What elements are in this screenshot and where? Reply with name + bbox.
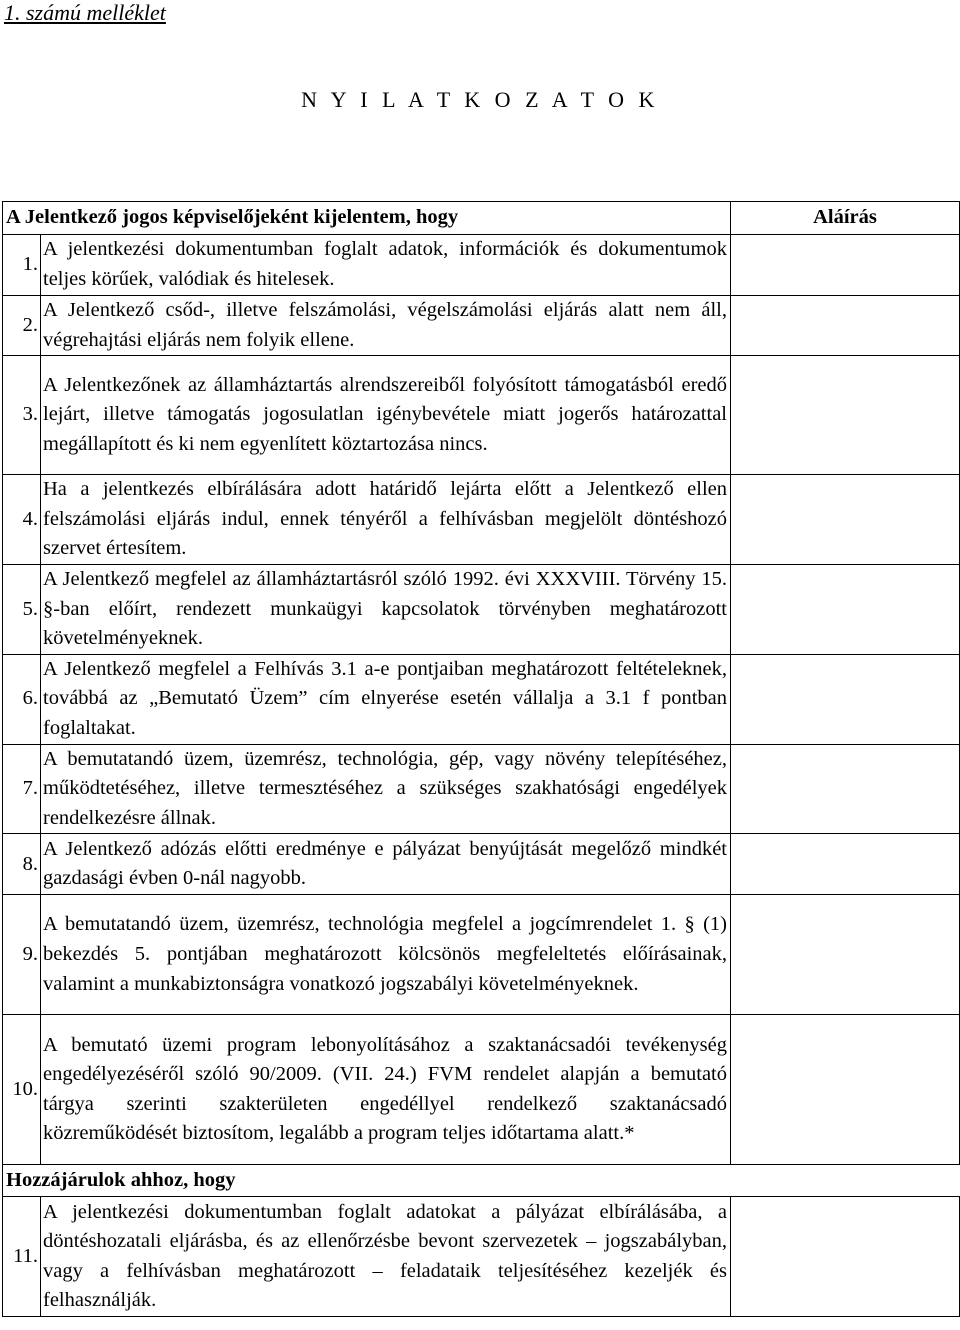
signature-cell[interactable] [731, 1015, 960, 1165]
signature-cell[interactable] [731, 1197, 960, 1317]
item-number: 3. [3, 356, 41, 475]
declaration-row [3, 1015, 960, 1165]
item-text: A jelentkezési dokumentumban foglalt adatokat a pályázat elbírálásába, a döntéshozatali eljárásba, és az ellenőrzésbe bevont szervezetek – jogszabályban, vagy a felhívásban meghatározott – feladataik teljesítéséhez kezeljék és felhasználják. [41, 1197, 731, 1317]
item-text: A Jelentkezőnek az államháztartás alrendszereiből folyósított támogatásból eredő lejárt, illetve támogatás jogosulatlan igénybevétele miatt jogerős határozattal megállapított és ki nem egyenlített köztartozása nincs. [41, 356, 731, 475]
signature-header: Aláírás [731, 202, 960, 235]
declarations-table [2, 201, 960, 1317]
section2-header-row [3, 1165, 960, 1197]
item-number: 6. [3, 654, 41, 744]
signature-cell[interactable] [731, 895, 960, 1015]
item-text: A bemutatandó üzem, üzemrész, technológia, gép, vagy növény telepítéséhez, működtetéséhez, illetve termesztéséhez a szükséges szakhatósági engedélyek rendelkezésre állnak. [41, 744, 731, 834]
item-number: 10. [3, 1015, 41, 1165]
declaration-row [3, 235, 960, 296]
declaration-row [3, 296, 960, 356]
declaration-row [3, 356, 960, 475]
item-text: A jelentkezési dokumentumban foglalt adatok, információk és dokumentumok teljes körűek, valódiak és hitelesek. [41, 235, 731, 296]
item-number: 7. [3, 744, 41, 834]
signature-cell[interactable] [731, 235, 960, 296]
item-number: 2. [3, 296, 41, 356]
declaration-row [3, 744, 960, 834]
page-title: N Y I L A T K O Z A T O K [301, 87, 659, 112]
item-text: A bemutatandó üzem, üzemrész, technológia megfelel a jogcímrendelet 1. § (1) bekezdés 5. pontjában meghatározott kölcsönös megfeleltetés előírásainak, valamint a munkabiztonságra vonatkozó jogszabályi követelményeknek. [41, 895, 731, 1015]
annex-label: 1. számú melléklet [4, 0, 166, 25]
item-number: 1. [3, 235, 41, 296]
section1-heading: A Jelentkező jogos képviselőjeként kijelentem, hogy [3, 202, 731, 235]
signature-cell[interactable] [731, 475, 960, 565]
signature-cell[interactable] [731, 564, 960, 654]
declaration-row [3, 654, 960, 744]
signature-cell[interactable] [731, 296, 960, 356]
signature-cell[interactable] [731, 654, 960, 744]
item-number: 5. [3, 564, 41, 654]
signature-cell[interactable] [731, 744, 960, 834]
item-number: 8. [3, 834, 41, 895]
item-text: A Jelentkező adózás előtti eredménye e pályázat benyújtását megelőző mindkét gazdasági évben 0-nál nagyobb. [41, 834, 731, 895]
item-text: A Jelentkező csőd-, illetve felszámolási, végelszámolási eljárás alatt nem áll, végrehajtási eljárás nem folyik ellene. [41, 296, 731, 356]
signature-cell[interactable] [731, 356, 960, 475]
section2-heading: Hozzájárulok ahhoz, hogy [3, 1165, 960, 1197]
item-text: A bemutató üzemi program lebonyolításához a szaktanácsadói tevékenység engedélyezéséről szóló 90/2009. (VII. 24.) FVM rendelet alapján a bemutató tárgya szerinti szakterületen engedéllyel rendelkező szaktanácsadó közreműködését biztosítom, legalább a program teljes időtartama alatt.* [41, 1015, 731, 1165]
declaration-row [3, 475, 960, 565]
item-text: A Jelentkező megfelel az államháztartásról szóló 1992. évi XXXVIII. Törvény 15. §-ban előírt, rendezett munkaügyi kapcsolatok törvényben meghatározott követelményeknek. [41, 564, 731, 654]
signature-cell[interactable] [731, 834, 960, 895]
declaration-row [3, 895, 960, 1015]
item-number: 9. [3, 895, 41, 1015]
item-text: Ha a jelentkezés elbírálására adott határidő lejárta előtt a Jelentkező ellen felszámolási eljárás indul, ennek tényéről a felhívásban megjelölt döntéshozó szervet értesítem. [41, 475, 731, 565]
declaration-row [3, 834, 960, 895]
section1-header-row [3, 202, 960, 235]
item-number: 4. [3, 475, 41, 565]
declaration-row [3, 564, 960, 654]
consent-row [3, 1197, 960, 1317]
item-number: 11. [3, 1197, 41, 1317]
item-text: A Jelentkező megfelel a Felhívás 3.1 a-e pontjaiban meghatározott feltételeknek, továbbá az „Bemutató Üzem” cím elnyerése esetén vállalja a 3.1 f pontban foglaltakat. [41, 654, 731, 744]
